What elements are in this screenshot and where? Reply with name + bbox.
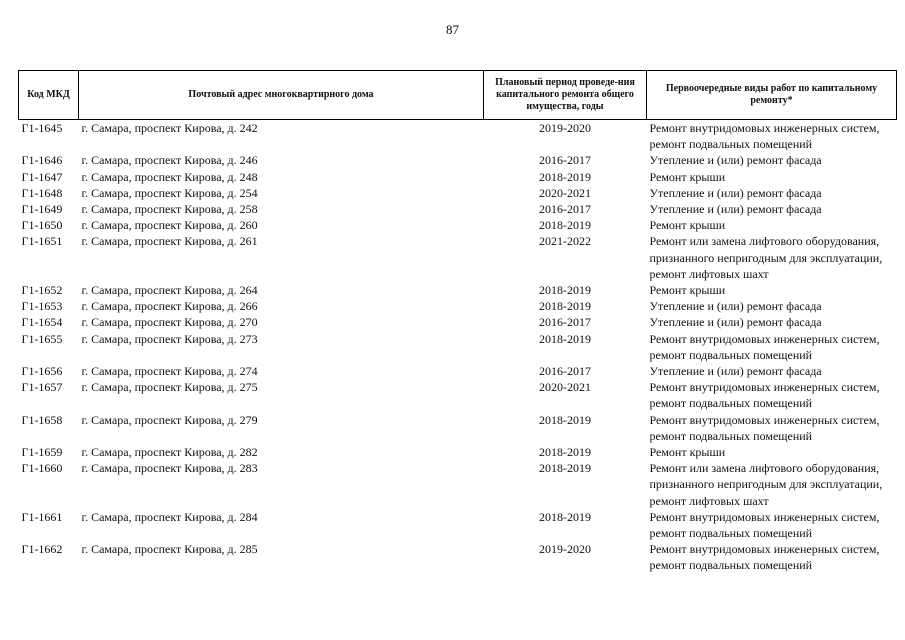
works-cell xyxy=(647,152,897,168)
works-line: Ремонт внутридомовых инженерных систем, xyxy=(649,509,880,524)
works-line: ремонт подвальных помещений xyxy=(649,347,813,362)
header-address: Почтовый адрес многоквартирного дома xyxy=(79,71,484,120)
period-cell: 2018-2019 xyxy=(539,299,591,314)
period-cell: 2016-2017 xyxy=(539,153,591,168)
table-row xyxy=(19,412,897,444)
address-cell: г. Самара, проспект Кирова, д. 254 xyxy=(81,185,258,200)
table-row xyxy=(19,460,897,509)
period-cell: 2018-2019 xyxy=(539,445,591,460)
header-code: Код МКД xyxy=(19,71,79,120)
works-line: Ремонт крыши xyxy=(649,218,726,233)
address-cell: г. Самара, проспект Кирова, д. 273 xyxy=(81,331,258,346)
works-line: ремонт подвальных помещений xyxy=(649,137,813,152)
table-row xyxy=(19,185,897,201)
table-row xyxy=(19,363,897,379)
works-line: Утепление и (или) ремонт фасада xyxy=(649,364,822,379)
period-cell: 2018-2019 xyxy=(539,169,591,184)
mkd-code-cell: Г1-1659 xyxy=(21,445,63,460)
mkd-code-cell: Г1-1645 xyxy=(21,121,63,135)
address-cell: г. Самара, проспект Кирова, д. 283 xyxy=(81,461,258,476)
period-cell: 2020-2021 xyxy=(539,380,591,395)
works-line: ремонт подвальных помещений xyxy=(649,526,813,541)
period-cell: 2018-2019 xyxy=(539,283,591,298)
table-row xyxy=(19,509,897,541)
works-cell xyxy=(647,217,897,233)
works-cell xyxy=(647,509,897,541)
capital-repair-table xyxy=(18,70,897,574)
table-row xyxy=(19,201,897,217)
works-line: Утепление и (или) ремонт фасада xyxy=(649,315,822,330)
table-row xyxy=(19,217,897,233)
mkd-code-cell: Г1-1654 xyxy=(21,315,63,330)
table-row xyxy=(19,444,897,460)
works-cell xyxy=(647,460,897,509)
works-line: Ремонт крыши xyxy=(649,169,726,184)
address-cell: г. Самара, проспект Кирова, д. 270 xyxy=(81,315,258,330)
table-body xyxy=(19,120,897,574)
works-line: Ремонт крыши xyxy=(649,283,726,298)
address-cell: г. Самара, проспект Кирова, д. 260 xyxy=(81,218,258,233)
address-cell: г. Самара, проспект Кирова, д. 279 xyxy=(81,412,258,427)
works-line: Ремонт или замена лифтового оборудования, xyxy=(649,234,880,249)
address-cell: г. Самара, проспект Кирова, д. 274 xyxy=(81,364,258,379)
mkd-code-cell: Г1-1658 xyxy=(21,412,63,427)
mkd-code-cell: Г1-1661 xyxy=(21,509,63,524)
period-cell: 2018-2019 xyxy=(539,412,591,427)
header-period: Плановый период проведе-ния капитального ремонта общего имущества, годы xyxy=(484,71,647,120)
works-line: признанного непригодным для эксплуатации, xyxy=(649,250,883,265)
period-cell: 2021-2022 xyxy=(539,234,591,249)
page-number: 87 xyxy=(446,22,459,37)
mkd-code-cell: Г1-1650 xyxy=(21,218,63,233)
mkd-code-cell: Г1-1651 xyxy=(21,234,63,249)
works-line: Ремонт крыши xyxy=(649,445,726,460)
works-cell xyxy=(647,444,897,460)
mkd-code-cell: Г1-1662 xyxy=(21,542,63,557)
mkd-code-cell: Г1-1653 xyxy=(21,299,63,314)
mkd-code-cell: Г1-1649 xyxy=(21,202,63,217)
mkd-code-cell: Г1-1647 xyxy=(21,169,63,184)
period-cell: 2016-2017 xyxy=(539,315,591,330)
works-line: Ремонт внутридомовых инженерных систем, xyxy=(649,331,880,346)
address-cell: г. Самара, проспект Кирова, д. 266 xyxy=(81,299,258,314)
works-cell xyxy=(647,541,897,573)
works-line: ремонт подвальных помещений xyxy=(649,558,813,573)
address-cell: г. Самара, проспект Кирова, д. 284 xyxy=(81,509,258,524)
period-cell: 2020-2021 xyxy=(539,185,591,200)
works-line: ремонт лифтовых шахт xyxy=(649,493,769,508)
works-cell xyxy=(647,169,897,185)
period-cell: 2016-2017 xyxy=(539,364,591,379)
works-cell xyxy=(647,233,897,282)
works-line: ремонт подвальных помещений xyxy=(649,396,813,411)
mkd-code-cell: Г1-1652 xyxy=(21,283,63,298)
table-row xyxy=(19,169,897,185)
works-cell xyxy=(647,298,897,314)
period-cell: 2018-2019 xyxy=(539,218,591,233)
table-row xyxy=(19,120,897,153)
works-line: Утепление и (или) ремонт фасада xyxy=(649,202,822,217)
works-line: Ремонт внутридомовых инженерных систем, xyxy=(649,542,880,557)
works-line: Ремонт или замена лифтового оборудования, xyxy=(649,461,880,476)
mkd-code-cell: Г1-1648 xyxy=(21,185,63,200)
works-cell xyxy=(647,379,897,411)
mkd-code-cell: Г1-1656 xyxy=(21,364,63,379)
table-row xyxy=(19,233,897,282)
mkd-code-cell: Г1-1646 xyxy=(21,153,63,168)
address-cell: г. Самара, проспект Кирова, д. 282 xyxy=(81,445,258,460)
works-cell xyxy=(647,363,897,379)
works-cell xyxy=(647,201,897,217)
mkd-code-cell: Г1-1657 xyxy=(21,380,63,395)
period-cell: 2018-2019 xyxy=(539,509,591,524)
works-cell xyxy=(647,314,897,330)
works-line: ремонт лифтовых шахт xyxy=(649,266,769,281)
mkd-code-cell: Г1-1660 xyxy=(21,461,63,476)
table-row xyxy=(19,298,897,314)
table-row xyxy=(19,314,897,330)
table-row xyxy=(19,152,897,168)
works-line: ремонт подвальных помещений xyxy=(649,428,813,443)
works-cell xyxy=(647,185,897,201)
works-line: Ремонт внутридомовых инженерных систем, xyxy=(649,380,880,395)
address-cell: г. Самара, проспект Кирова, д. 242 xyxy=(81,121,258,135)
works-cell xyxy=(647,120,897,153)
address-cell: г. Самара, проспект Кирова, д. 248 xyxy=(81,169,258,184)
address-cell: г. Самара, проспект Кирова, д. 285 xyxy=(81,542,258,557)
table-row xyxy=(19,282,897,298)
period-cell: 2018-2019 xyxy=(539,461,591,476)
works-cell xyxy=(647,412,897,444)
period-cell: 2016-2017 xyxy=(539,202,591,217)
table-row xyxy=(19,379,897,411)
table-header xyxy=(19,71,897,120)
works-line: Утепление и (или) ремонт фасада xyxy=(649,299,822,314)
works-cell xyxy=(647,331,897,363)
works-cell xyxy=(647,282,897,298)
address-cell: г. Самара, проспект Кирова, д. 258 xyxy=(81,202,258,217)
works-line: Ремонт внутридомовых инженерных систем, xyxy=(649,412,880,427)
address-cell: г. Самара, проспект Кирова, д. 246 xyxy=(81,153,258,168)
works-line: Утепление и (или) ремонт фасада xyxy=(649,185,822,200)
address-cell: г. Самара, проспект Кирова, д. 261 xyxy=(81,234,258,249)
works-line: признанного непригодным для эксплуатации, xyxy=(649,477,883,492)
works-line: Утепление и (или) ремонт фасада xyxy=(649,153,822,168)
period-cell: 2018-2019 xyxy=(539,331,591,346)
works-line: Ремонт внутридомовых инженерных систем, xyxy=(649,121,880,135)
period-cell: 2019-2020 xyxy=(539,121,591,135)
table-row xyxy=(19,541,897,573)
period-cell: 2019-2020 xyxy=(539,542,591,557)
header-works: Первоочередные виды работ по капитальному ремонту* xyxy=(647,71,897,120)
table-row xyxy=(19,331,897,363)
mkd-code-cell: Г1-1655 xyxy=(21,331,63,346)
address-cell: г. Самара, проспект Кирова, д. 275 xyxy=(81,380,258,395)
address-cell: г. Самара, проспект Кирова, д. 264 xyxy=(81,283,258,298)
